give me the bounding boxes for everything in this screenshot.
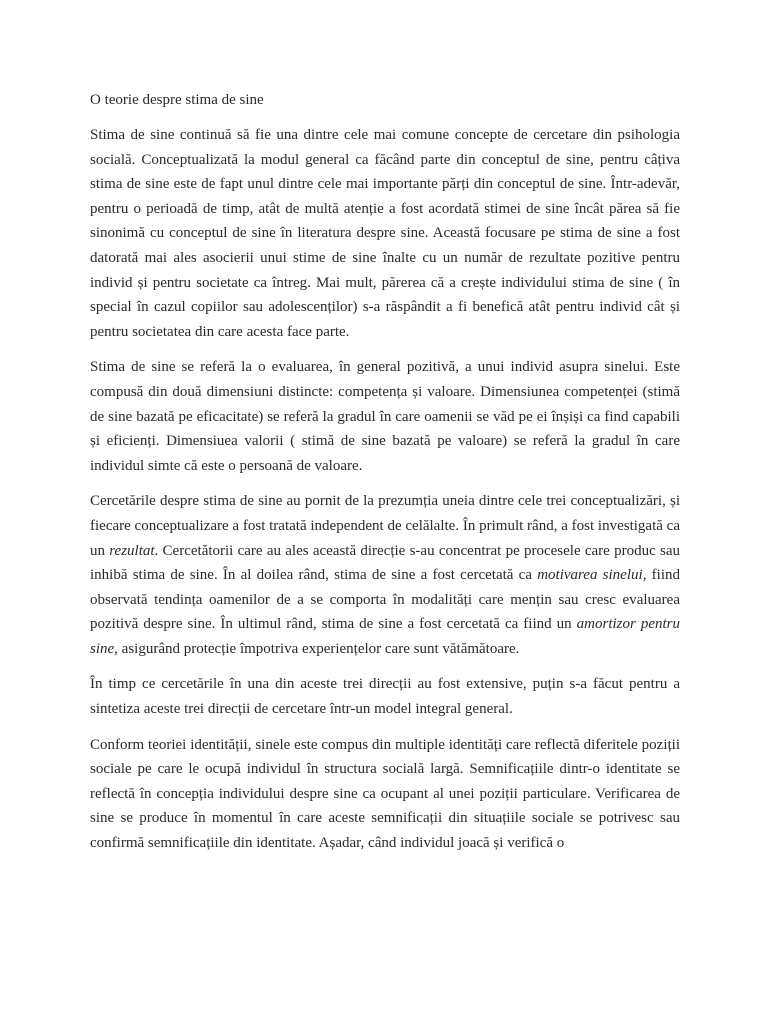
paragraph-2 [90, 355, 680, 478]
italic-term-amortizor-pentru-sine: amortizor pentru sine [90, 616, 681, 657]
paragraph-text: Stima de sine continuă să fie una dintre cele mai comune concepte de cercetare din psihologia socială. Conceptualizată la modul general ca făcând parte din conceptul de sine, pentru câțiva stima de sine este de fapt unul dintre cele mai importante părți din conceptul de sine. Într-adevăr, pentru o perioadă de timp, atât de multă atenție a fost acordată stimei de sine încât părea să fie sinonimă cu conceptul de sine în literatura despre sine. Această focusare pe stima de sine a fost datorată mai ales asocierii unui stime de sine înalte cu un număr de rezultate pozitive pentru individ și pentru societate ca întreg. Mai mult, părerea că a crește individului stima de sine ( în special în cazul copiilor sau adolescenților) s-a răspândit a fi benefică atât pentru individ cât și pentru societatea din care acesta face parte. [90, 127, 680, 340]
italic-term-rezultat: rezultat [109, 542, 155, 559]
italic-term-motivarea-sinelui: motivarea sinelui [537, 567, 643, 584]
paragraph-1 [90, 123, 680, 344]
document-title: O teorie despre stima de sine [90, 92, 264, 108]
paragraph-text: În timp ce cercetările în una din aceste trei direcții au fost extensive, puțin s-a făcut pentru a sintetiza aceste trei direcții de cercetare într-un model integral general. [90, 676, 680, 718]
document-body [90, 88, 680, 867]
paragraph-4 [90, 672, 680, 721]
paragraph-text: Conform teoriei identității, sinele este compus din multiple identități care reflectă diferitele poziții sociale pe care le ocupă individul în structura socială largă. Semnificațiile dintr-o identitate se reflectă în concepția individului despre sine ca ocupant al unei poziții particulare. Verificarea de sine se produce în momentul în care aceste semnificații din situațiile sociale se potrivesc sau confirmă semnificațiile din identitate. Așadar, când individul joacă și verifică o [90, 736, 680, 852]
paragraph-5 [90, 733, 680, 856]
paragraph-text: . Cercetătorii care au ales această direcție s-au concentrat pe procesele care produc sau inhibă stima de sine. În al doilea rând, stima de sine a fost cercetată ca [90, 542, 680, 584]
paragraph-text: , fiind observată tendința oamenilor de a se comporta în modalități care mențin sau cresc evaluarea pozitivă despre sine. În ultimul rând, stima de sine a fost cercetată ca fiind un [90, 567, 680, 633]
paragraph-text: , asigurând protecție împotriva experiențelor care sunt vătămătoare. [114, 640, 520, 657]
paragraph-text: Stima de sine se referă la o evaluarea, în general pozitivă, a unui individ asupra sinelui. Este compusă din două dimensiuni distincte: competența și valoare. Dimensiunea competenței (stimă de sine bazată pe eficacitate) se referă la gradul în care oamenii se văd pe ei înșiși ca find capabili și eficienți. Dimensiuea valorii ( stimă de sine bazată pe valoare) se referă la gradul în care individul simte că este o persoană de valoare. [90, 359, 680, 474]
paragraph-3 [90, 489, 680, 661]
paragraph-text: Cercetările despre stima de sine au pornit de la prezumția uneia dintre cele trei conceptualizări, și fiecare conceptualizare a fost tratată independent de celălalte. În primult rând, a fost investigată ca un [90, 493, 680, 559]
